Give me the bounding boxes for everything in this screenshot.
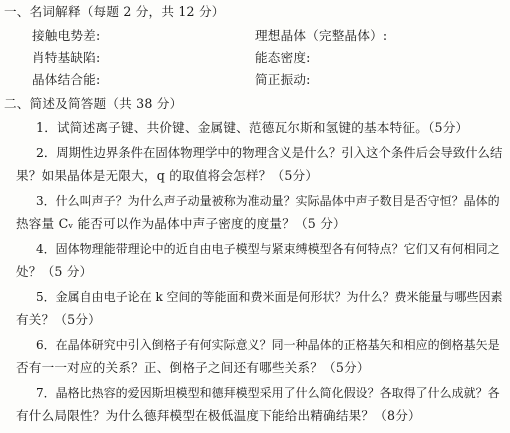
term-schottky-defect: 肖特基缺陷: — [32, 50, 101, 65]
question-6-line-1: 6．在晶体研究中引入倒格子有何实际意义？同一种晶体的正格基矢和相应的倒格基矢是 — [36, 338, 500, 352]
question-3-line-2: 热容量 Cᵥ 能否可以作为晶体中声子密度的度量？（5 分） — [16, 216, 346, 231]
term-contact-potential: 接触电势差: — [32, 28, 101, 43]
section-1-heading: 一、名词解释（每题 2 分，共 12 分） — [4, 4, 225, 19]
question-1-line-1: 1．试简述离子键、共价键、金属键、范德瓦尔斯和氢键的基本特征。（5分） — [36, 120, 469, 135]
question-5-line-1: 5．金属自由电子论在 k 空间的等能面和费米面是何形状？为什么？费米能量与哪些因素 — [36, 290, 503, 304]
term-density-of-states: 能态密度: — [255, 50, 311, 65]
term-normal-vibration: 简正振动: — [255, 72, 311, 87]
question-7-line-1: 7．晶格比热容的爱因斯坦模型和德拜模型采用了什么简化假设？各取得了什么成就？各 — [36, 386, 500, 400]
question-5-line-2: 有关？（5分） — [16, 312, 101, 327]
question-4-line-2: 处？（5 分） — [16, 264, 93, 279]
question-2-line-2: 果？如果晶体是无限大，q 的取值将会怎样？（5分） — [16, 168, 319, 183]
question-7-line-2: 有什么局限性？为什么德拜模型在极低温度下能给出精确结果？（8分） — [16, 408, 421, 423]
term-ideal-crystal: 理想晶体（完整晶体）: — [255, 28, 388, 43]
question-3-line-1: 3．什么叫声子？为什么声子动量被称为准动量？实际晶体中声子数目是否守恒？晶体的 — [36, 194, 500, 208]
question-6-line-2: 否有一一对应的关系？正、倒格子之间还有哪些关系？（5分） — [16, 360, 370, 375]
term-cohesive-energy: 晶体结合能: — [32, 72, 101, 87]
question-4-line-1: 4．固体物理能带理论中的近自由电子模型与紧束缚模型各有何特点？它们又有何相同之 — [36, 242, 500, 256]
question-2-line-1: 2．周期性边界条件在固体物理学中的物理含义是什么？引入这个条件后会导致什么结 — [36, 145, 503, 160]
section-2-heading: 二、简述及简答题（共 38 分） — [4, 96, 183, 111]
